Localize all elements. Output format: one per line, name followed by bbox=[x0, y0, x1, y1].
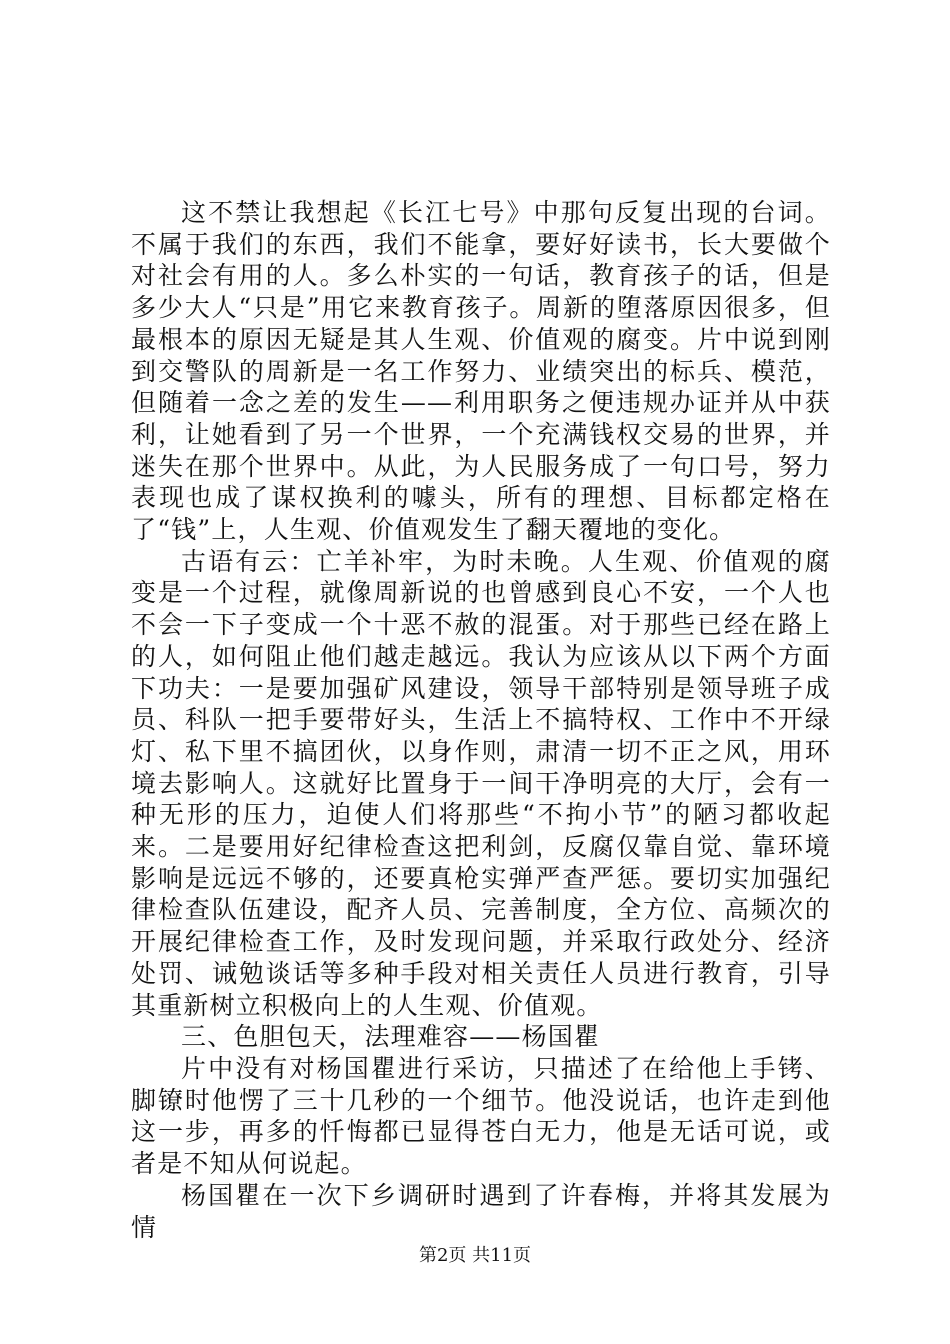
section-heading: 三、色胆包天，法理难容——杨国瞿 bbox=[181, 1022, 601, 1052]
document-body bbox=[131, 197, 831, 1243]
paragraph: 片中没有对杨国瞿进行采访，只描述了在给他上手铐、脚镣时他愣了三十几秒的一个细节。他没说话，也许走到他这一步，再多的忏悔都已显得苍白无力，他是无话可说，或者是不知从何说起。 bbox=[131, 1053, 831, 1179]
page-number-footer: 第2页 共11页 bbox=[418, 1245, 532, 1266]
paragraph: 杨国瞿在一次下乡调研时遇到了许春梅，并将其发展为情 bbox=[131, 1180, 831, 1242]
paragraph: 古语有云：亡羊补牢，为时未晚。人生观、价值观的腐变是一个过程，就像周新说的也曾感到良心不安，一个人也不会一下子变成一个十恶不赦的混蛋。对于那些已经在路上的人，如何阻止他们越走越远。我认为应该从以下两个方面下功夫：一是要加强矿风建设，领导干部特别是领导班子成员、科队一把手要带好头，生活上不搞特权、工作中不开绿灯、私下里不搞团伙，以身作则，肃清一切不正之风，用环境去影响人。这就好比置身于一间干净明亮的大厅，会有一种无形的压力，迫使人们将那些“不拘小节”的陋习都收起来。二是要用好纪律检查这把利剑，反腐仅靠自觉、靠环境影响是远远不够的，还要真枪实弹严查严惩。要切实加强纪律检查队伍建设，配齐人员、完善制度，全方位、高频次的开展纪律检查工作，及时发现问题，并采取行政处分、经济处罚、诫勉谈话等多种手段对相关责任人员进行教育，引导其重新树立积极向上的人生观、价值观。 bbox=[131, 546, 831, 1020]
paragraph: 这不禁让我想起《长江七号》中那句反复出现的台词。不属于我们的东西，我们不能拿，要好好读书，长大要做个对社会有用的人。多么朴实的一句话，教育孩子的话，但是多少大人“只是”用它来教育孩子。周新的堕落原因很多，但最根本的原因无疑是其人生观、价值观的腐变。片中说到刚到交警队的周新是一名工作努力、业绩突出的标兵、模范，但随着一念之差的发生——利用职务之便违规办证并从中获利，让她看到了另一个世界，一个充满钱权交易的世界，并迷失在那个世界中。从此，为人民服务成了一句口号，努力表现也成了谋权换利的噱头，所有的理想、目标都定格在了“钱”上，人生观、价值观发生了翻天覆地的变化。 bbox=[131, 198, 831, 545]
